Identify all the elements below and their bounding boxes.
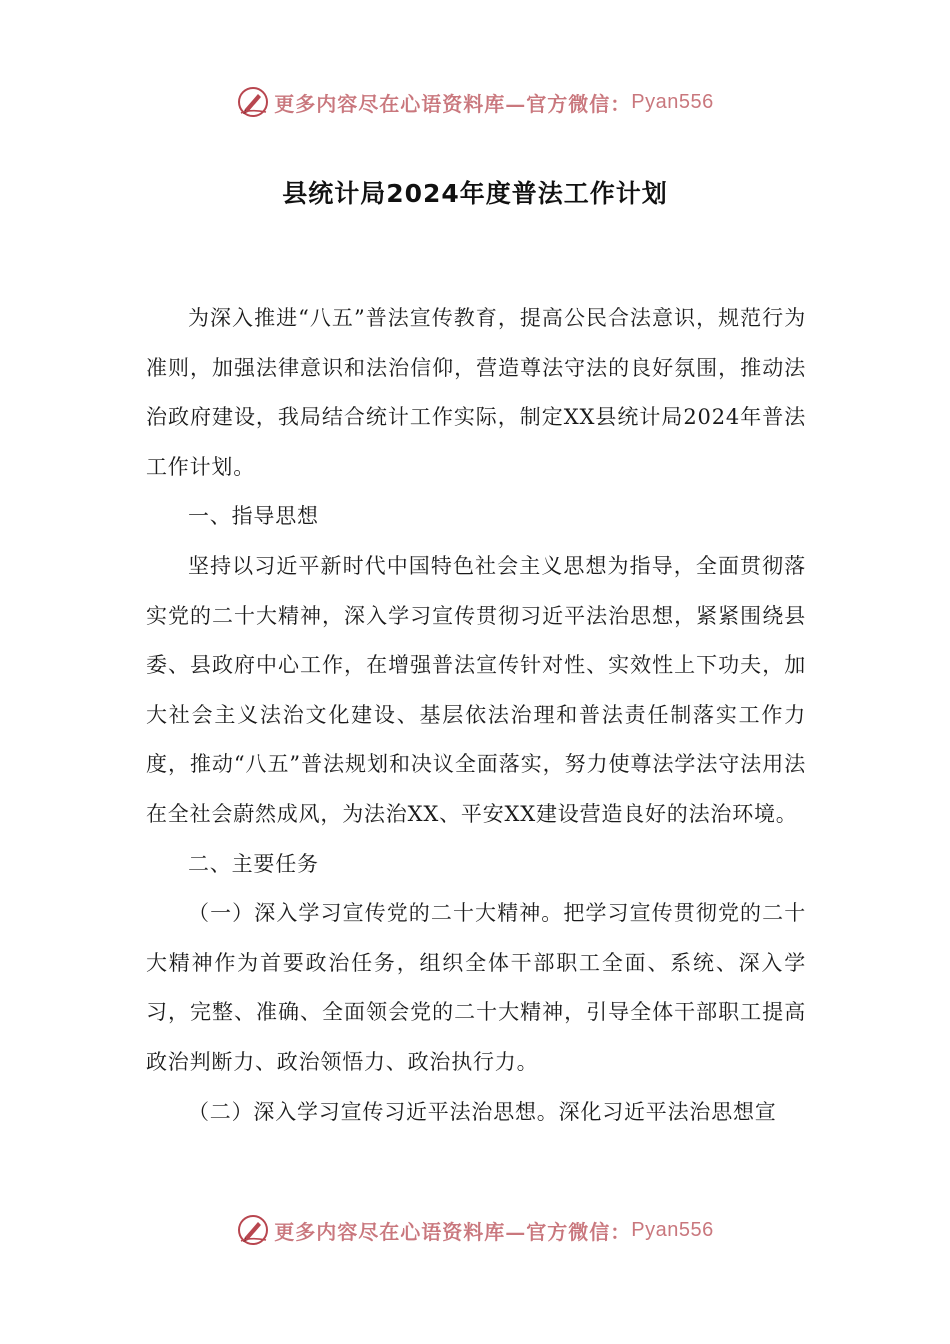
watermark-wechat-id: Pyan556	[631, 90, 714, 113]
pen-logo-icon	[236, 85, 270, 119]
watermark-footer	[0, 1210, 950, 1250]
paragraph-guiding-ideology: 坚持以习近平新时代中国特色社会主义思想为指导，全面贯彻落实党的二十大精神，深入学习宣传贯彻习近平法治思想，紧紧围绕县委、县政府中心工作，在增强普法宣传针对性、实效性上下功夫，加大社会主义法治文化建设、基层依法治理和普法责任制落实工作力度，推动“八五”普法规划和决议全面落实，努力使尊法学法守法用法在全社会蔚然成风，为法治XX、平安XX建设营造良好的法治环境。	[146, 553, 806, 826]
watermark-header	[0, 82, 950, 122]
watermark-wechat-id: Pyan556	[631, 1218, 714, 1241]
watermark-text: 更多内容尽在心语资料库—官方微信：	[274, 91, 632, 116]
heading-guiding-ideology: 一、指导思想	[188, 504, 319, 529]
paragraph-task-2: （二）深入学习宣传习近平法治思想。深化习近平法治思想宣	[188, 1099, 777, 1124]
paragraph-intro: 为深入推进“八五”普法宣传教育，提高公民合法意识，规范行为准则，加强法律意识和法治信仰，营造尊法守法的良好氛围，推动法治政府建设，我局结合统计工作实际，制定XX县统计局2024年普法工作计划。	[146, 306, 806, 479]
document-body	[146, 294, 806, 1137]
document-title: 县统计局2024年度普法工作计划	[282, 179, 668, 208]
heading-main-tasks: 二、主要任务	[188, 851, 319, 876]
paragraph-task-1: （一）深入学习宣传党的二十大精神。把学习宣传贯彻党的二十大精神作为首要政治任务，组织全体干部职工全面、系统、深入学习，完整、准确、全面领会党的二十大精神，引导全体干部职工提高政治判断力、政治领悟力、政治执行力。	[146, 901, 806, 1074]
pen-logo-icon	[236, 1213, 270, 1247]
watermark-text: 更多内容尽在心语资料库—官方微信：	[274, 1219, 632, 1244]
